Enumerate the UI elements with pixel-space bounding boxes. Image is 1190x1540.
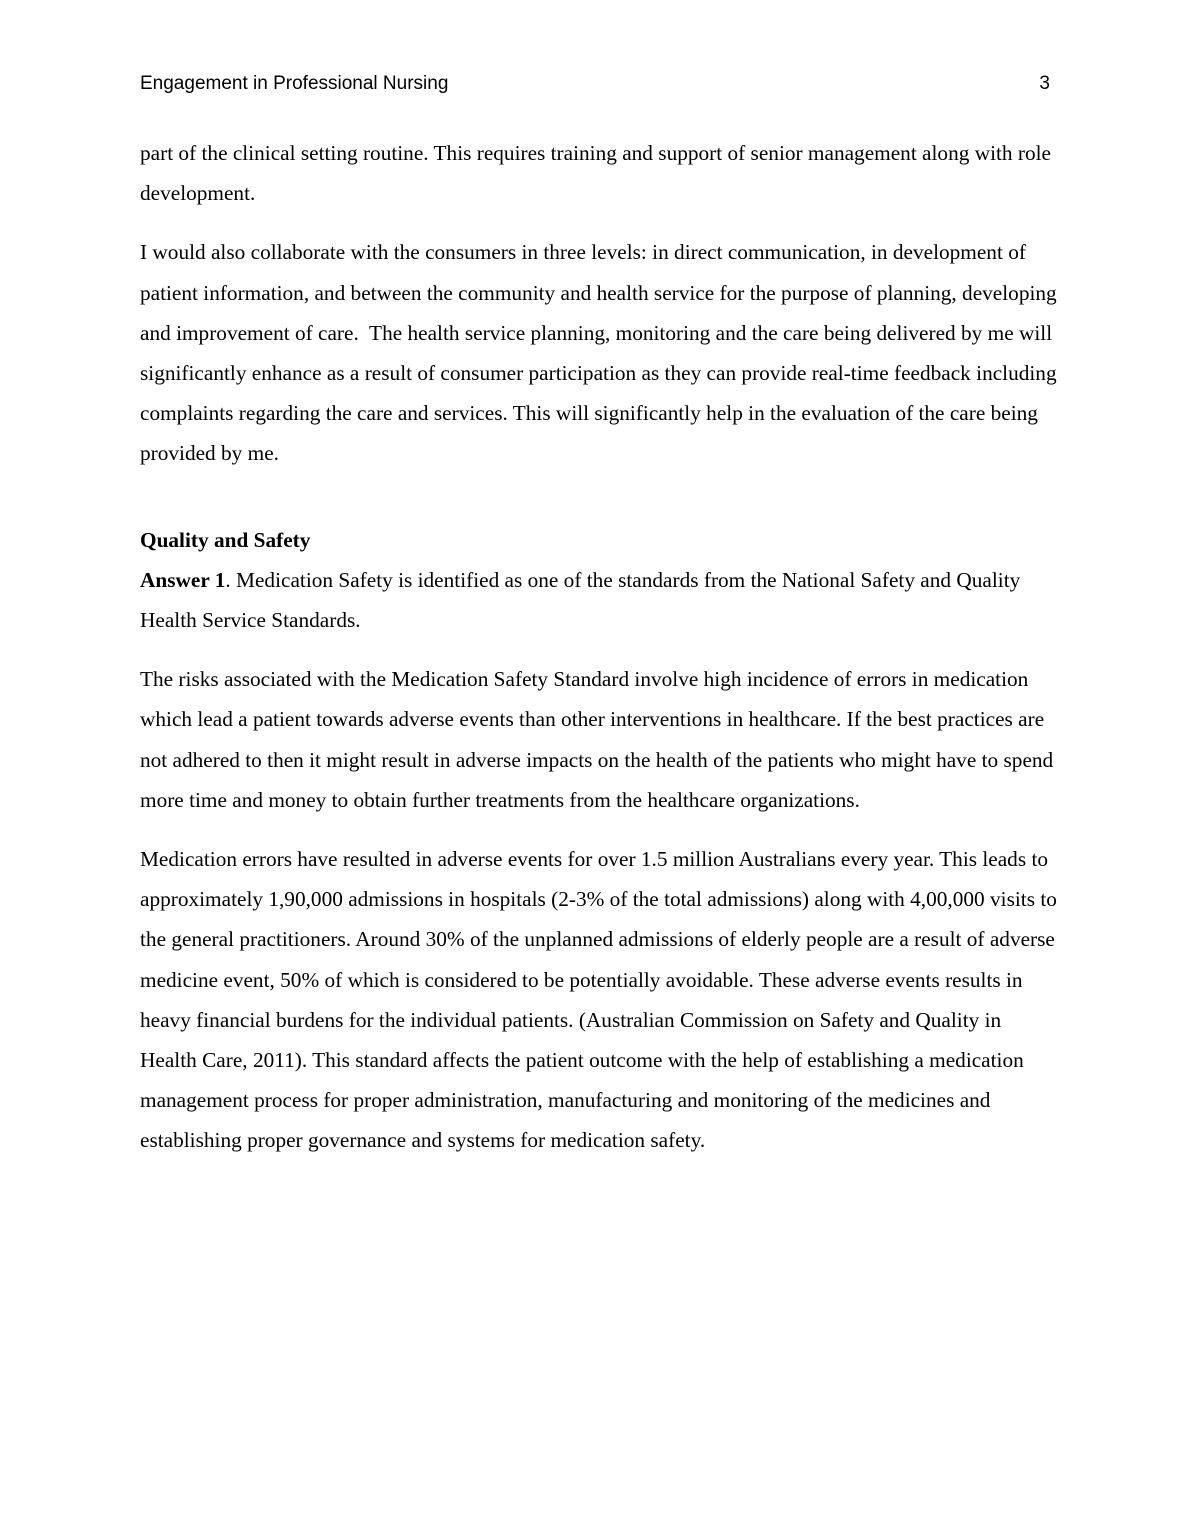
paragraph-4: Medication errors have resulted in adverse events for over 1.5 million Australians every year. This leads to approximately 1,90,000 admissions in hospitals (2-3% of the total admissions) along with 4,00,000 visits to the general practitioners. Around 30% of the unplanned admissions of elderly people are a result of adverse medicine event, 50% of which is considered to be potentially avoidable. These adverse events results in heavy financial burdens for the individual patients. (Australian Commission on Safety and Quality in Health Care, 2011). This standard affects the patient outcome with the help of establishing a medication management process for proper administration, manufacturing and monitoring of the medicines and establishing proper governance and systems for medication safety. <box>140 847 1063 1153</box>
document-body <box>140 133 1063 1161</box>
answer-paragraph <box>140 560 1058 640</box>
paragraph-2: I would also collaborate with the consumers in three levels: in direct communication, in development of patient information, and between the community and health service for the purpose of planning, developing and improvement of care. The health service planning, monitoring and the care being delivered by me will significantly enhance as a result of consumer participation as they can provide real-time feedback including complaints regarding the care and services. This will significantly help in the evaluation of the care being provided by me. <box>140 240 1063 466</box>
page-number: 3 <box>1039 73 1050 94</box>
answer-text: . Medication Safety is identified as one of the standards from the National Safety and Quality Health Service Standards. <box>140 567 1026 633</box>
paragraph-1: part of the clinical setting routine. This requires training and support of senior management along with role development. <box>140 141 1057 206</box>
section-heading: Quality and Safety <box>140 527 311 552</box>
paragraph-3: The risks associated with the Medication Safety Standard involve high incidence of errors in medication which lead a patient towards adverse events than other interventions in healthcare. If the best practices are not adhered to then it might result in adverse impacts on the health of the patients who might have to spend more time and money to obtain further treatments from the healthcare organizations. <box>140 667 1059 812</box>
answer-label: Answer 1 <box>140 567 226 592</box>
page-header <box>140 70 1050 98</box>
running-head: Engagement in Professional Nursing <box>140 73 449 94</box>
